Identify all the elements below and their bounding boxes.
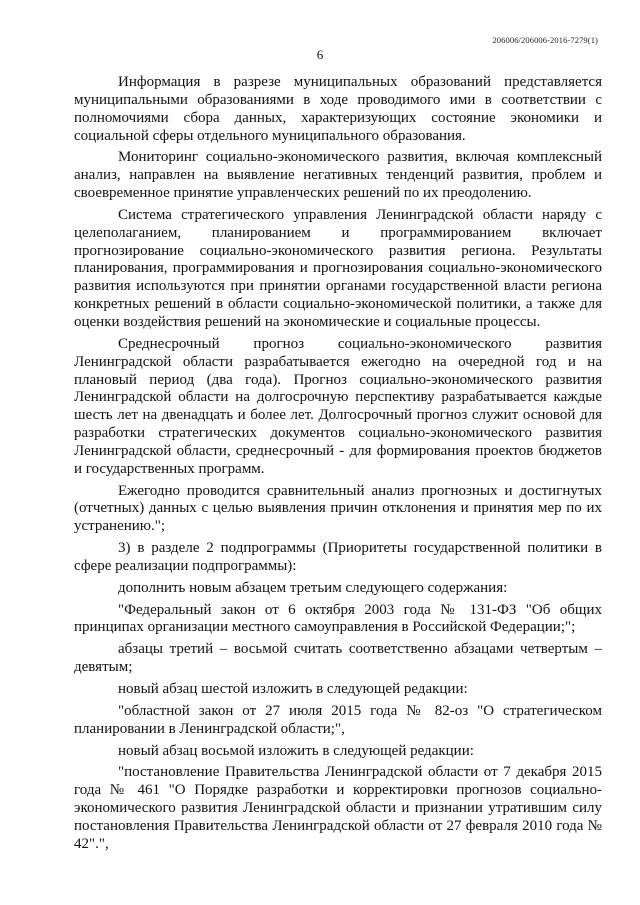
- page-number: 6: [316, 47, 324, 62]
- paragraph: Ежегодно проводится сравнительный анализ прогнозных и достигнутых (отчетных) данных с целью выявления причин отклонения и принятия мер по их устранению.";: [74, 482, 602, 535]
- paragraph: Информация в разрезе муниципальных образований представляется муниципальными образованиями в ходе проводимого ими в соответствии с полномочиями сбора данных, характеризующих состояние экономики и социальной сферы отдельного муниципального образования.: [74, 74, 602, 144]
- paragraph: новый абзац шестой изложить в следующей редакции:: [118, 681, 468, 697]
- paragraph: новый абзац восьмой изложить в следующей редакции:: [118, 742, 474, 759]
- paragraph: Среднесрочный прогноз социально-экономического развития Ленинградской области разрабатывается ежегодно на очередной год и на плановый период (два года). Прогноз социально-экономического развития Ленинградской области на долгосрочную перспективу разрабатывается каждые шесть лет на двенадцать и более лет. Долгосрочный прогноз служит основой для разработки стратегических документов социально-экономического развития Ленинградской области, среднесрочный - для формирования проектов бюджетов и государственных программ.: [74, 335, 602, 477]
- paragraph: абзацы третий – восьмой считать соответственно абзацами четвертым – девятым;: [74, 641, 602, 676]
- paragraph: дополнить новым абзацем третьим следующего содержания:: [118, 579, 508, 596]
- paragraph: 3) в разделе 2 подпрограммы (Приоритеты государственной политики в сфере реализации подпрограммы):: [74, 540, 602, 574]
- document-id: 206006/206006-2016-7279(1): [492, 35, 598, 45]
- document-body: [74, 70, 602, 854]
- paragraph: Мониторинг социально-экономического развития, включая комплексный анализ, направлен на выявление негативных тенденций развития, проблем и своевременное принятие управленческих решений по их преодолению.: [74, 149, 602, 202]
- paragraph: "Федеральный закон от 6 октября 2003 года № 131-ФЗ "Об общих принципах организации местного самоуправления в Российской Федерации;";: [74, 601, 602, 636]
- paragraph: Система стратегического управления Ленинградской области наряду с целеполаганием, планированием и программированием включает прогнозирование социально-экономического развития региона. Результаты планирования, программирования и прогнозирования социально-экономического развития используются при принятии органами государственной власти региона конкретных решений в области социально-экономической политики, а также для оценки воздействия решений на экономические и социальные процессы.: [74, 206, 602, 330]
- paragraph: "постановление Правительства Ленинградской области от 7 декабря 2015 года № 461 "О Порядке разработки и корректировки прогнозов социально-экономического развития Ленинградской области и признании утратившим силу постановления Правительства Ленинградской области от 27 февраля 2010 года № 42".",: [74, 764, 602, 852]
- paragraph: "областной закон от 27 июля 2015 года № 82-оз "О стратегическом планировании в Ленинградской области;",: [74, 702, 602, 737]
